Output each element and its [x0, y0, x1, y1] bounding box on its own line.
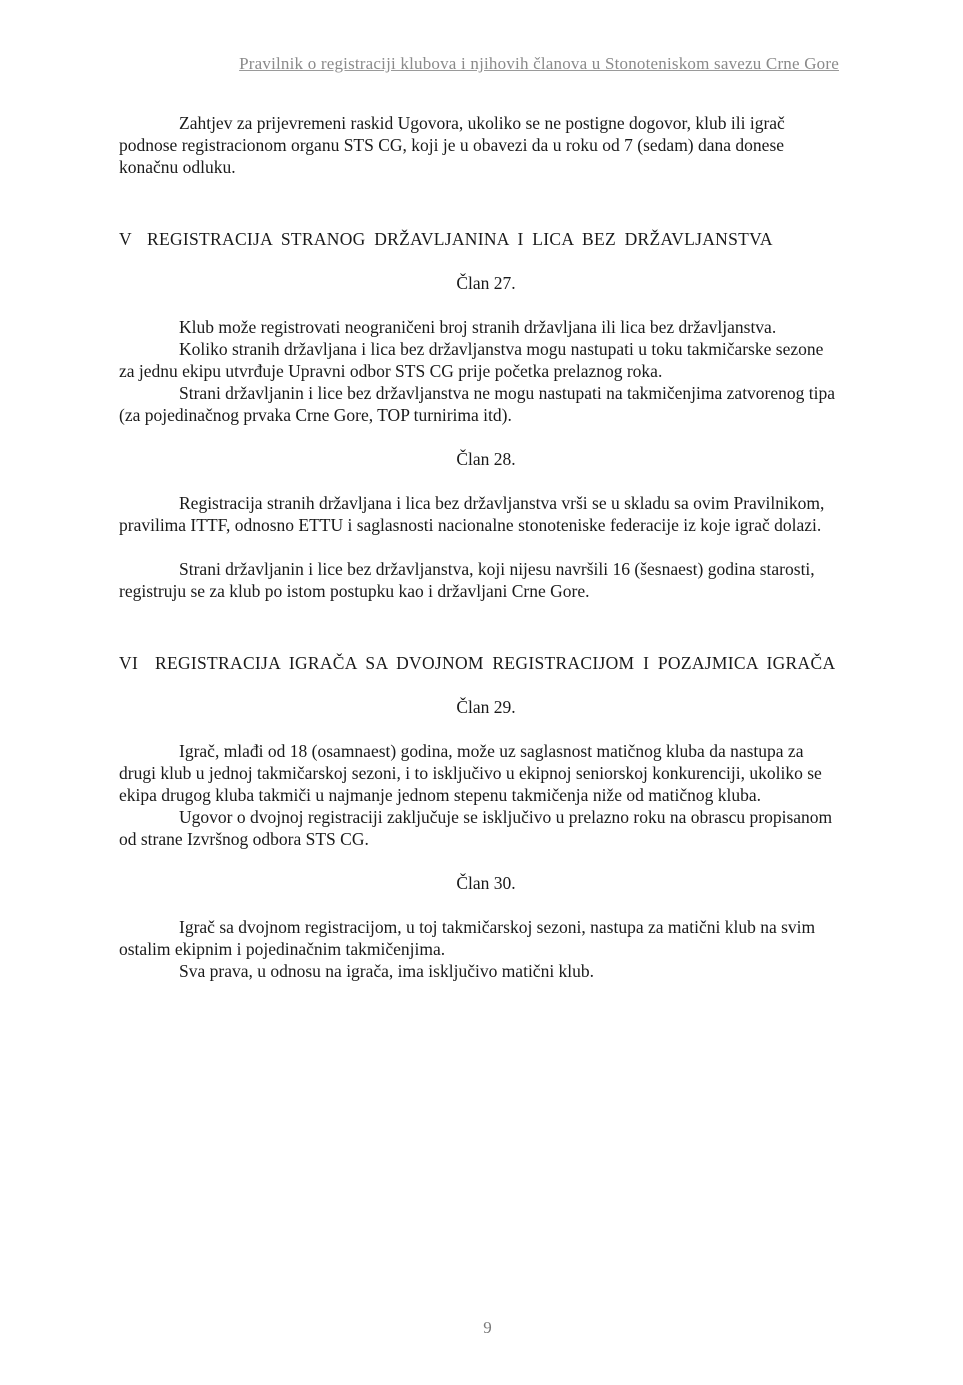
section-number: V	[119, 229, 132, 249]
running-header: Pravilnik o registraciji klubova i njihovih članova u Stonoteniskom savezu Crne Gore	[239, 54, 839, 73]
article-29-paragraph: Ugovor o dvojnoj registraciji zaključuje se isključivo u prelazno roku na obrascu propisanom od strane Izvršnog odbora STS CG.	[119, 807, 833, 849]
article-heading-27: Član 27.	[456, 273, 516, 293]
article-27-paragraph: Koliko stranih državljana i lica bez državljanstva mogu nastupati u toku takmičarske sezone za jednu ekipu utvrđuje Upravni odbor STS CG prije početka prelaznog roka.	[119, 339, 824, 381]
intro-paragraph: Zahtjev za prijevremeni raskid Ugovora, ukoliko se ne postigne dogovor, klub ili igrač podnose registracionom organu STS CG, koji je u obavezi da u roku od 7 (sedam) dana donese konačnu odluku.	[119, 113, 785, 177]
article-28-paragraph: Registracija stranih državljana i lica bez državljanstva vrši se u skladu sa ovim Pravilnikom, pravilima ITTF, odnosno ETTU i saglasnosti nacionalne stonoteniske federacije iz koje igrač dolazi.	[119, 493, 825, 535]
article-30-paragraph: Igrač sa dvojnom registracijom, u toj takmičarskoj sezoni, nastupa za matični klub na svim ostalim ekipnim i pojedinačnim takmičenjima.	[119, 917, 816, 959]
article-27-paragraph: Strani državljanin i lice bez državljanstva ne mogu nastupati na takmičenjima zatvorenog tipa (za pojedinačnog prvaka Crne Gore, TOP turnirima itd).	[119, 383, 836, 425]
article-28-paragraph: Strani državljanin i lice bez državljanstva, koji nijesu navršili 16 (šesnaest) godina starosti, registruju se za klub po istom postupku kao i državljani Crne Gore.	[119, 559, 815, 601]
document-body	[119, 112, 841, 982]
article-27-paragraph: Klub može registrovati neograničeni broj stranih državljana ili lica bez državljanstva.	[179, 317, 777, 337]
article-heading-28: Član 28.	[456, 449, 516, 469]
section-number: VI	[119, 653, 139, 673]
section-title: REGISTRACIJA IGRAČA SA DVOJNOM REGISTRACIJOM I POZAJMICA IGRAČA	[155, 653, 836, 673]
article-29-paragraph: Igrač, mlađi od 18 (osamnaest) godina, može uz saglasnost matičnog kluba da nastupa za drugi klub u jednoj takmičarskoj sezoni, i to isključivo u ekipnoj seniorskoj konkurenciji, ukoliko se ekipa drugog kluba takmiči u najmanje jednom stepenu takmičenja niže od matičnog kluba.	[119, 741, 822, 805]
article-heading-30: Član 30.	[456, 873, 516, 893]
paragraph-gap	[119, 536, 841, 558]
section-title: REGISTRACIJA STRANOG DRŽAVLJANINA I LICA BEZ DRŽAVLJANSTVA	[147, 229, 773, 249]
article-heading-29: Član 29.	[456, 697, 516, 717]
article-30-paragraph: Sva prava, u odnosu na igrača, ima isključivo matični klub.	[179, 961, 595, 981]
section-heading-v	[119, 228, 841, 250]
section-heading-vi	[119, 652, 841, 674]
page-number: 9	[483, 1318, 492, 1337]
